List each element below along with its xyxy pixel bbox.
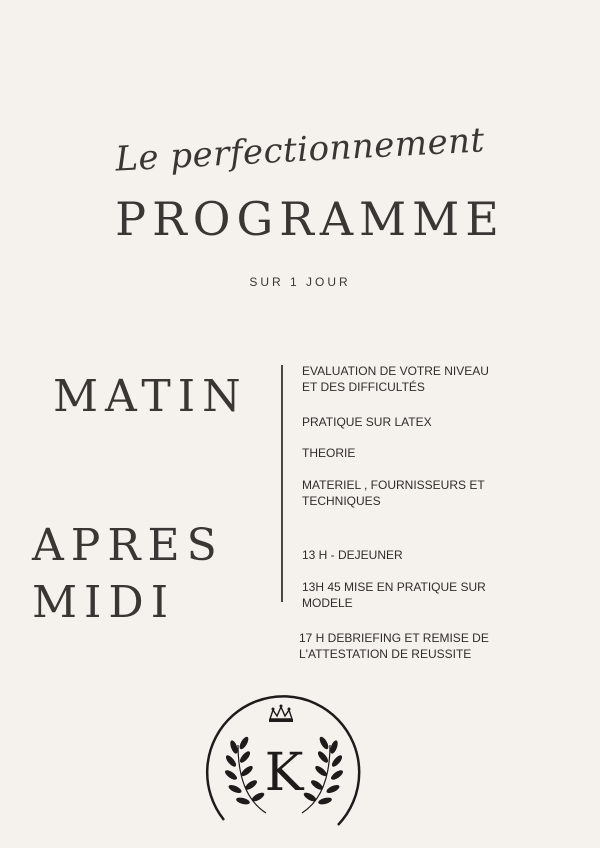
- afternoon-label-line1: APRES: [32, 520, 224, 571]
- schedule-item-line: TECHNIQUES: [302, 494, 381, 508]
- schedule-item-line: MODELE: [302, 596, 353, 610]
- schedule-item-line: ET DES DIFFICULTÉS: [302, 380, 425, 394]
- schedule-item-line: 13 H - DEJEUNER: [302, 548, 403, 562]
- afternoon-label-line2: MIDI: [32, 577, 176, 628]
- schedule-item-line: L'ATTESTATION DE REUSSITE: [299, 647, 472, 661]
- schedule-item-line: 13H 45 MISE EN PRATIQUE SUR: [302, 580, 486, 594]
- schedule-item-line: 17 H DEBRIEFING ET REMISE DE: [299, 631, 489, 645]
- schedule-item-line: MATERIEL , FOURNISSEURS ET: [302, 478, 485, 492]
- laurel-left-icon: [224, 735, 266, 813]
- schedule-item: [302, 363, 502, 395]
- morning-label: MATIN: [53, 371, 248, 422]
- schedule-item: [302, 579, 502, 611]
- schedule-item: [302, 414, 502, 430]
- schedule-item-line: THEORIE: [302, 446, 356, 460]
- script-heading: Le perfectionnement: [114, 120, 486, 180]
- page-title: PROGRAMME: [115, 192, 505, 246]
- schedule-item: [302, 445, 502, 461]
- laurel-right-icon: [302, 735, 344, 813]
- schedule-item: [299, 630, 509, 662]
- vertical-divider: [281, 365, 283, 602]
- k-crest-logo: [198, 685, 370, 848]
- schedule-item-line: EVALUATION DE VOTRE NIVEAU: [302, 364, 489, 378]
- duration-subtitle: SUR 1 JOUR: [249, 275, 351, 289]
- schedule-item: [302, 547, 502, 563]
- schedule-item: [302, 477, 502, 509]
- crest-letter: K: [264, 743, 304, 803]
- schedule-item-line: PRATIQUE SUR LATEX: [302, 415, 432, 429]
- crown-icon: [269, 705, 293, 723]
